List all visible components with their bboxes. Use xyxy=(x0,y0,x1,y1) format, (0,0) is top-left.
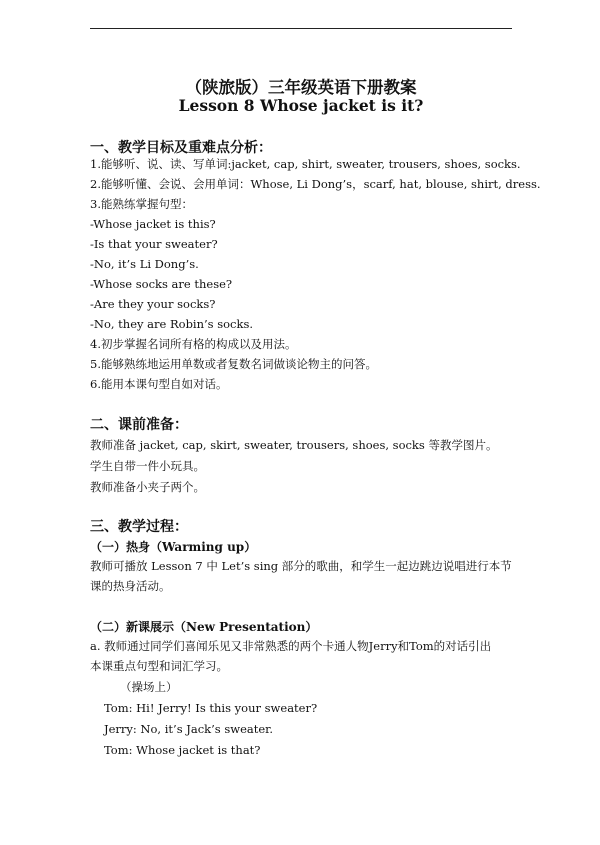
objective-line: 5.能够熟练地运用单数或者复数名词做谈论物主的问答。 xyxy=(90,357,377,371)
section-heading-preparation: 二、课前准备： xyxy=(90,417,188,433)
header-rule xyxy=(90,28,512,29)
section-heading-process: 三、教学过程： xyxy=(90,519,188,535)
subsection-heading-warming-up: （一）热身（Warming up） xyxy=(90,540,257,554)
presentation-line: a. 教师通过同学们喜闻乐见又非常熟悉的两个卡通人物Jerry和Tom的对话引出 xyxy=(90,639,492,653)
warming-up-line: 课的热身活动。 xyxy=(90,579,171,593)
document-title: （陕旅版）三年级英语下册教案 xyxy=(185,78,417,97)
presentation-line: 本课重点句型和词汇学习。 xyxy=(90,659,228,673)
dialogue-line: Tom: Hi! Jerry! Is this your sweater? xyxy=(104,701,318,715)
sentence-pattern-line: -Is that your sweater? xyxy=(90,237,218,251)
warming-up-line: 教师可播放 Lesson 7 中 Let’s sing 部分的歌曲，和学生一起边跳边说唱进行本节 xyxy=(90,559,512,573)
objective-line: 2.能够听懂、会说、会用单词：Whose, Li Dong’s，scarf, hat, blouse, shirt, dress. xyxy=(90,177,541,191)
objective-line: 4.初步掌握名词所有格的构成以及用法。 xyxy=(90,337,297,351)
subsection-heading-new-presentation: （二）新课展示（New Presentation） xyxy=(90,620,318,634)
sentence-pattern-line: -Whose jacket is this? xyxy=(90,217,216,231)
dialogue-line: Tom: Whose jacket is that? xyxy=(104,743,261,757)
objective-line: 3.能熟练掌握句型： xyxy=(90,197,193,211)
section-heading-objectives: 一、教学目标及重难点分析： xyxy=(90,140,272,156)
scene-note: （操场上） xyxy=(120,680,178,694)
sentence-pattern-line: -Whose socks are these? xyxy=(90,277,233,291)
preparation-line: 教师准备 jacket, cap, skirt, sweater, trousers, shoes, socks 等教学图片。 xyxy=(90,438,498,452)
objective-line: 1.能够听、说、读、写单词:jacket, cap, shirt, sweater, trousers, shoes, socks. xyxy=(90,157,521,171)
lesson-title: Lesson 8 Whose jacket is it? xyxy=(178,96,424,115)
sentence-pattern-line: -No, it’s Li Dong’s. xyxy=(90,257,199,271)
sentence-pattern-line: -No, they are Robin’s socks. xyxy=(90,317,254,331)
preparation-line: 学生自带一件小玩具。 xyxy=(90,459,205,473)
objective-line: 6.能用本课句型自如对话。 xyxy=(90,377,228,391)
preparation-line: 教师准备小夹子两个。 xyxy=(90,480,205,494)
dialogue-line: Jerry: No, it’s Jack’s sweater. xyxy=(104,722,274,736)
sentence-pattern-line: -Are they your socks? xyxy=(90,297,216,311)
